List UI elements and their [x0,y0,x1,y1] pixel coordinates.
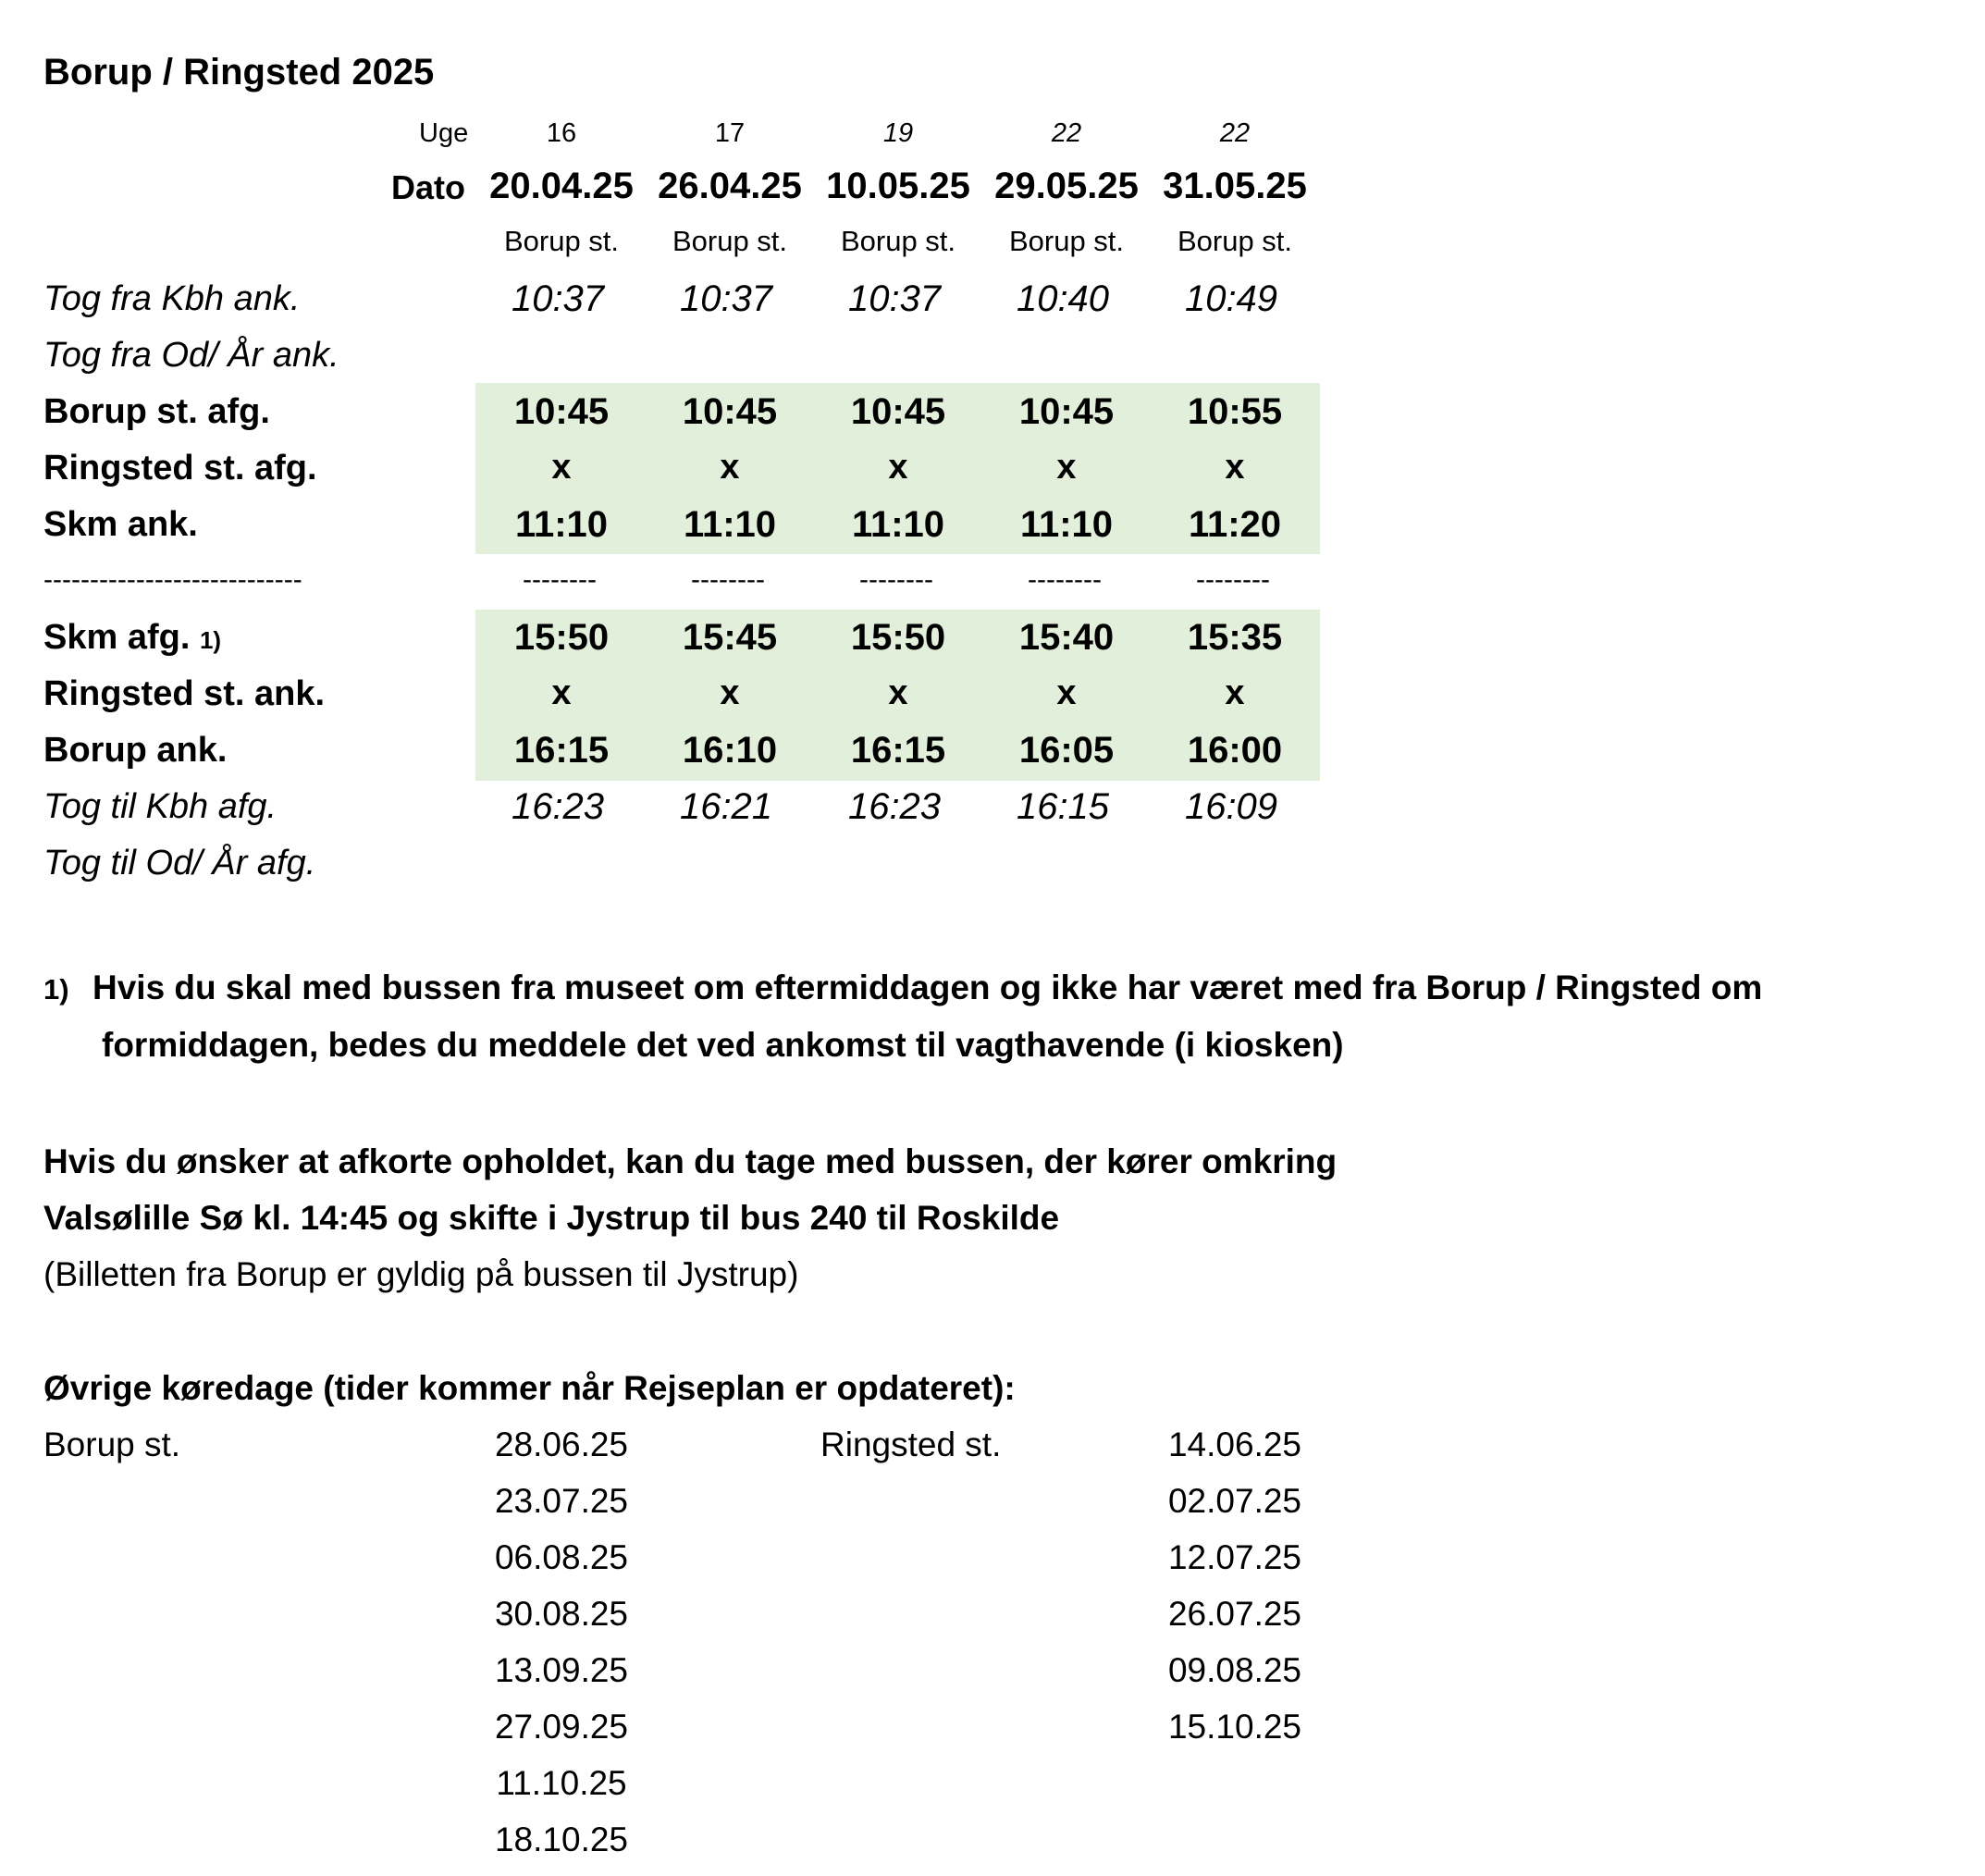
time-cell: x [1225,673,1245,712]
time-cell: 16:21 [679,786,773,827]
time-cell: x [1225,448,1245,487]
time-cell: 15:35 [1187,617,1283,658]
station-cell: Borup st. [672,225,788,257]
time-cell: x [888,673,908,712]
time-cell: 16:23 [511,786,605,827]
time-cell: 11:10 [683,504,777,545]
row-label-train-to-kbh: Tog til Kbh afg. [43,787,277,826]
time-cell: 16:15 [1016,786,1110,827]
time-cell: x [551,448,572,487]
row-label-borup-departure: Borup st. afg. [43,392,270,431]
time-cell: 15:50 [850,617,946,658]
borup-date: 27.09.25 [494,1708,629,1746]
shortcut-line-3: (Billetten fra Borup er gyldig på bussen til Jystrup) [43,1255,799,1293]
ringsted-date: 09.08.25 [1167,1651,1302,1689]
time-cell: 10:49 [1184,278,1278,319]
row-label-skm-departure [43,620,221,655]
time-cell: x [1056,448,1077,487]
time-cell: 10:37 [679,278,773,319]
ringsted-date: 12.07.25 [1167,1538,1302,1576]
time-cell: 15:50 [513,617,610,658]
time-cell: 16:10 [682,730,778,771]
station-cell: Borup st. [503,225,620,257]
date-cell: 26.04.25 [658,166,802,206]
time-cell: 10:45 [1018,391,1115,432]
time-cell: x [720,673,740,712]
borup-date: 30.08.25 [494,1595,629,1633]
week-cell: 19 [882,118,914,148]
time-cell: 16:23 [847,786,942,827]
time-cell: x [1056,673,1077,712]
ringsted-station-label: Ringsted st. [820,1426,1002,1463]
time-cell: 11:10 [1019,504,1114,545]
date-cell: 10.05.25 [826,166,970,206]
date-cell: 29.05.25 [994,166,1139,206]
borup-date: 28.06.25 [494,1426,629,1463]
time-cell: 10:45 [850,391,946,432]
time-cell: 10:45 [682,391,778,432]
time-cell: x [888,448,908,487]
time-cell: 10:45 [513,391,610,432]
separator-cell: -------- [523,564,597,595]
shortcut-line-1: Hvis du ønsker at afkorte opholdet, kan du tage med bussen, der kører omkring [43,1142,1338,1180]
separator-cell: -------- [1028,564,1102,595]
date-cell: 31.05.25 [1163,166,1307,206]
borup-date: 13.09.25 [494,1651,629,1689]
week-cell: 17 [714,118,746,148]
borup-date: 18.10.25 [494,1820,629,1858]
time-cell: 10:37 [511,278,605,319]
row-label-ringsted-arrival: Ringsted st. ank. [43,674,326,713]
separator-cell: -------- [691,564,765,595]
borup-station-label: Borup st. [43,1426,181,1463]
week-cell: 22 [1219,118,1251,148]
week-label: Uge [419,118,469,148]
row-label-train-from-kbh: Tog fra Kbh ank. [43,279,301,318]
page-title: Borup / Ringsted 2025 [43,52,435,93]
separator-cell: -------- [1196,564,1270,595]
time-cell: x [720,448,740,487]
time-cell: 16:09 [1184,786,1278,827]
ringsted-date: 02.07.25 [1167,1482,1302,1520]
station-cell: Borup st. [1008,225,1125,257]
time-cell: 10:55 [1187,391,1283,432]
row-label-text: Skm afg. [43,618,191,657]
row-label-train-to-od: Tog til Od/ År afg. [43,844,316,882]
station-cell: Borup st. [840,225,956,257]
footnote-ref: 1) [199,626,222,654]
footnote-line-2: formiddagen, bedes du meddele det ved ankomst til vagthavende (i kiosken) [102,1026,1344,1064]
time-cell: 15:40 [1018,617,1115,658]
separator-label: ---------------------------- [43,564,302,595]
time-cell: 16:15 [513,730,610,771]
week-cell: 16 [546,118,577,148]
footnote-line-1: Hvis du skal med bussen fra museet om eftermiddagen og ikke har været med fra Borup / Ringsted om [92,969,1763,1006]
time-cell: 16:00 [1187,730,1283,771]
time-cell: 16:05 [1018,730,1115,771]
time-cell: x [551,673,572,712]
row-label-borup-arrival: Borup ank. [43,731,228,770]
date-cell: 20.04.25 [489,166,634,206]
separator-cell: -------- [859,564,933,595]
ringsted-date: 14.06.25 [1167,1426,1302,1463]
station-cell: Borup st. [1177,225,1293,257]
other-days-heading: Øvrige køredage (tider kommer når Rejseplan er opdateret): [43,1369,1016,1407]
ringsted-date: 26.07.25 [1167,1595,1302,1633]
row-label-skm-arrival: Skm ank. [43,505,198,544]
shortcut-line-2: Valsølille Sø kl. 14:45 og skifte i Jystrup til bus 240 til Roskilde [43,1199,1060,1237]
time-cell: 16:15 [850,730,946,771]
time-cell: 11:10 [851,504,945,545]
ringsted-date: 15.10.25 [1167,1708,1302,1746]
time-cell: 11:20 [1188,504,1282,545]
week-cell: 22 [1051,118,1082,148]
time-cell: 15:45 [682,617,778,658]
borup-date: 11.10.25 [496,1764,627,1802]
time-cell: 10:40 [1016,278,1110,319]
row-label-ringsted-departure: Ringsted st. afg. [43,449,317,488]
time-cell: 10:37 [847,278,942,319]
borup-date: 23.07.25 [494,1482,629,1520]
footnote-marker: 1) [43,973,69,1006]
borup-date: 06.08.25 [494,1538,629,1576]
time-cell: 11:10 [514,504,609,545]
row-label-train-from-od: Tog fra Od/ År ank. [43,336,339,375]
date-label: Dato [391,168,465,206]
